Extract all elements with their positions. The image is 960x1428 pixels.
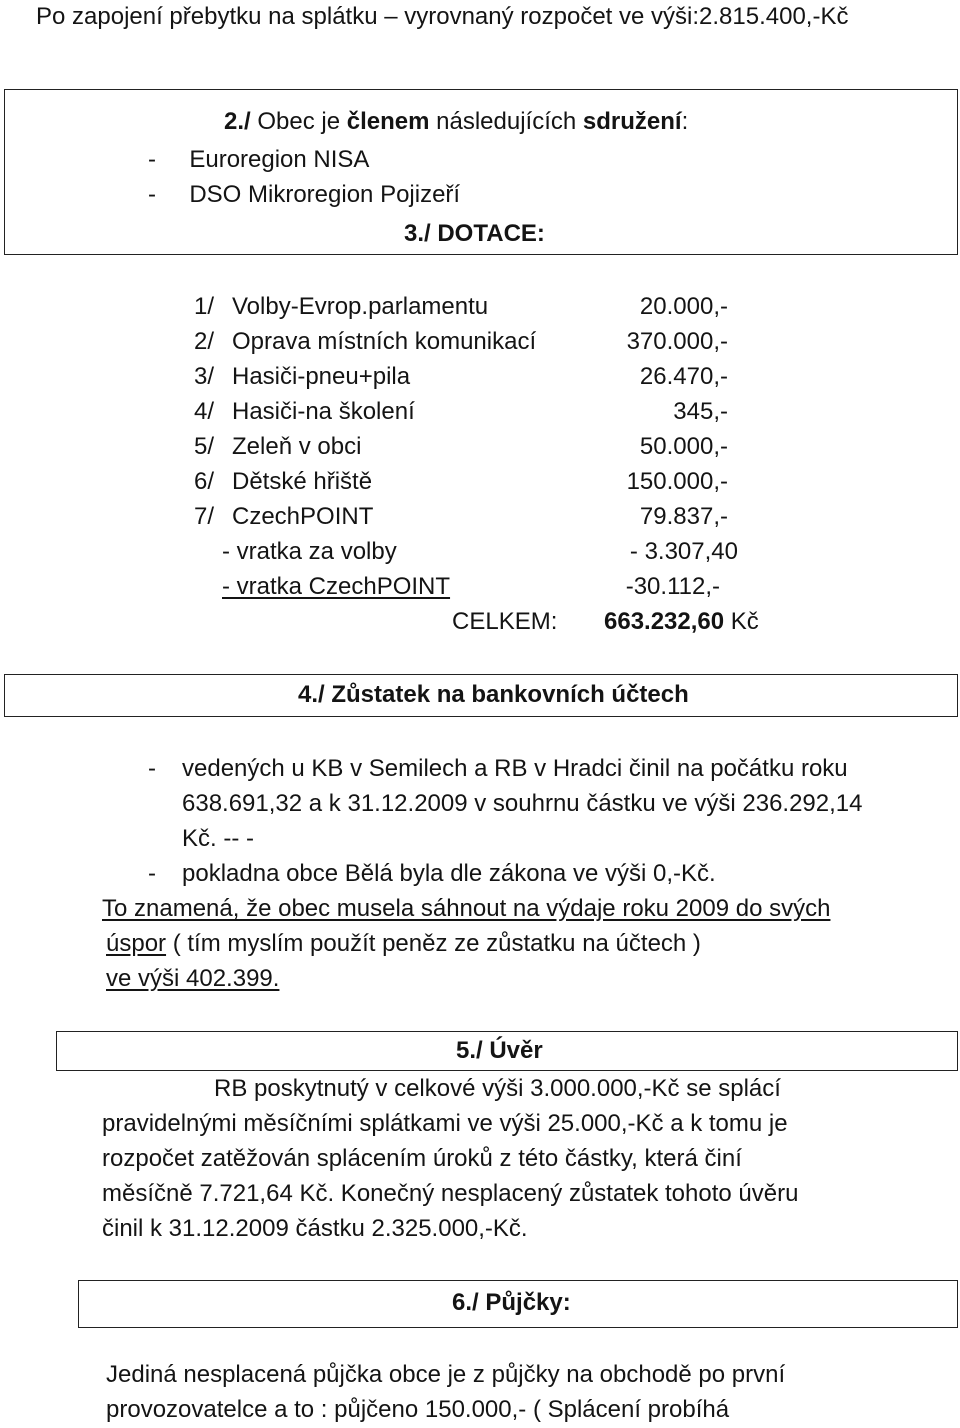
grant-row-7-num: 7/: [194, 503, 215, 530]
list-item: Euroregion NISA: [189, 146, 370, 173]
grant-row-4-num: 4/: [194, 398, 215, 425]
borrow-line-2: provozovatelce a to : půjčeno 150.000,- ( Splácení probíhá: [106, 1396, 730, 1423]
grant-row-3-amount: 26.470,-: [639, 363, 728, 390]
total-label: CELKEM:: [452, 608, 558, 635]
section-5-title: 5./ Úvěr: [456, 1037, 543, 1064]
refund-row-1-amount: - 3.307,40: [629, 538, 738, 565]
grant-row-2-label: Oprava místních komunikací: [232, 328, 537, 355]
grant-row-1-amount: 20.000,-: [639, 293, 728, 320]
bank-text-line-1: vedených u KB v Semilech a RB v Hradci činil na počátku roku: [182, 755, 848, 782]
section-4-title: 4./ Zůstatek na bankovních účtech: [298, 681, 689, 708]
grant-row-1-num: 1/: [194, 293, 215, 320]
grant-row-3-num: 3/: [194, 363, 215, 390]
grant-row-6-num: 6/: [194, 468, 215, 495]
grant-row-7-amount: 79.837,-: [639, 503, 728, 530]
section-2-pre: Obec je: [257, 108, 341, 135]
section-2-item-1: - Euroregion NISA: [148, 146, 370, 173]
section-3-title: 3./ DOTACE:: [404, 220, 545, 247]
grant-row-7-label: CzechPOINT: [232, 503, 374, 530]
section-2-heading: [224, 107, 688, 137]
loan-line-4: měsíčně 7.721,64 Kč. Konečný nesplacený zůstatek tohoto úvěru: [102, 1180, 799, 1207]
loan-line-1: RB poskytnutý v celkové výši 3.000.000,-Kč se splácí: [214, 1075, 781, 1102]
note-line-2-rest: ( tím myslím použít peněz ze zůstatku na účtech ): [166, 930, 701, 957]
bank-text-line-2: 638.691,32 a k 31.12.2009 v souhrnu částku ve výši 236.292,14: [182, 790, 863, 817]
cash-text: pokladna obce Bělá byla dle zákona ve výši 0,-Kč.: [182, 860, 716, 887]
total-unit: Kč: [730, 608, 759, 635]
section-2-mid: následujících: [436, 108, 577, 135]
grant-row-6-label: Dětské hřiště: [232, 468, 373, 495]
grant-row-3-label: Hasiči-pneu+pila: [232, 363, 411, 390]
grant-row-2-amount: 370.000,-: [626, 328, 728, 355]
intro-text: Po zapojení přebytku na splátku – vyrovnaný rozpočet ve výši:2.815.400,-Kč: [36, 3, 849, 30]
note-savings-word: úspor: [106, 930, 167, 957]
grant-row-1-label: Volby-Evrop.parlamentu: [232, 293, 489, 320]
loan-line-5: činil k 31.12.2009 částku 2.325.000,-Kč.: [102, 1215, 528, 1242]
section-2-colon: :: [681, 108, 689, 135]
total-amount: 663.232,60: [604, 608, 725, 635]
grant-row-6-amount: 150.000,-: [626, 468, 728, 495]
refund-row-1-label: - vratka za volby: [222, 538, 397, 565]
grant-row-4-label: Hasiči-na školení: [232, 398, 415, 425]
bank-text-line-3: Kč. -- -: [182, 825, 254, 852]
borrow-line-1: Jediná nesplacená půjčka obce je z půjčky na obchodě po první: [106, 1361, 786, 1388]
loan-line-2: pravidelnými měsíčními splátkami ve výši 25.000,-Kč a k tomu je: [102, 1110, 788, 1137]
grant-row-4-amount: 345,-: [673, 398, 728, 425]
section-2-number: 2./: [224, 108, 251, 135]
list-item: DSO Mikroregion Pojizeří: [189, 181, 461, 208]
refund-row-2-amount: -30.112,-: [625, 573, 720, 600]
refund-row-2-text: - vratka CzechPOINT: [222, 573, 451, 600]
section-2-item-2: - DSO Mikroregion Pojizeří: [148, 181, 461, 208]
section-2-bold-association: sdružení: [582, 108, 682, 135]
grant-row-5-amount: 50.000,-: [639, 433, 728, 460]
bank-bullet-2: -: [148, 860, 156, 887]
loan-line-3: rozpočet zatěžován splácením úroků z této částky, která činí: [102, 1145, 742, 1172]
note-line-1: To znamená, že obec musela sáhnout na výdaje roku 2009 do svých: [102, 895, 831, 922]
note-line-3: ve výši 402.399.: [106, 965, 280, 992]
section-6-title: 6./ Půjčky:: [452, 1289, 571, 1316]
note-line-2: [106, 929, 701, 959]
section-2-bold-member: členem: [346, 108, 430, 135]
total-value: [604, 607, 759, 637]
grant-row-5-num: 5/: [194, 433, 215, 460]
grant-row-2-num: 2/: [194, 328, 215, 355]
grant-row-5-label: Zeleň v obci: [232, 433, 362, 460]
bank-bullet-1: -: [148, 755, 156, 782]
